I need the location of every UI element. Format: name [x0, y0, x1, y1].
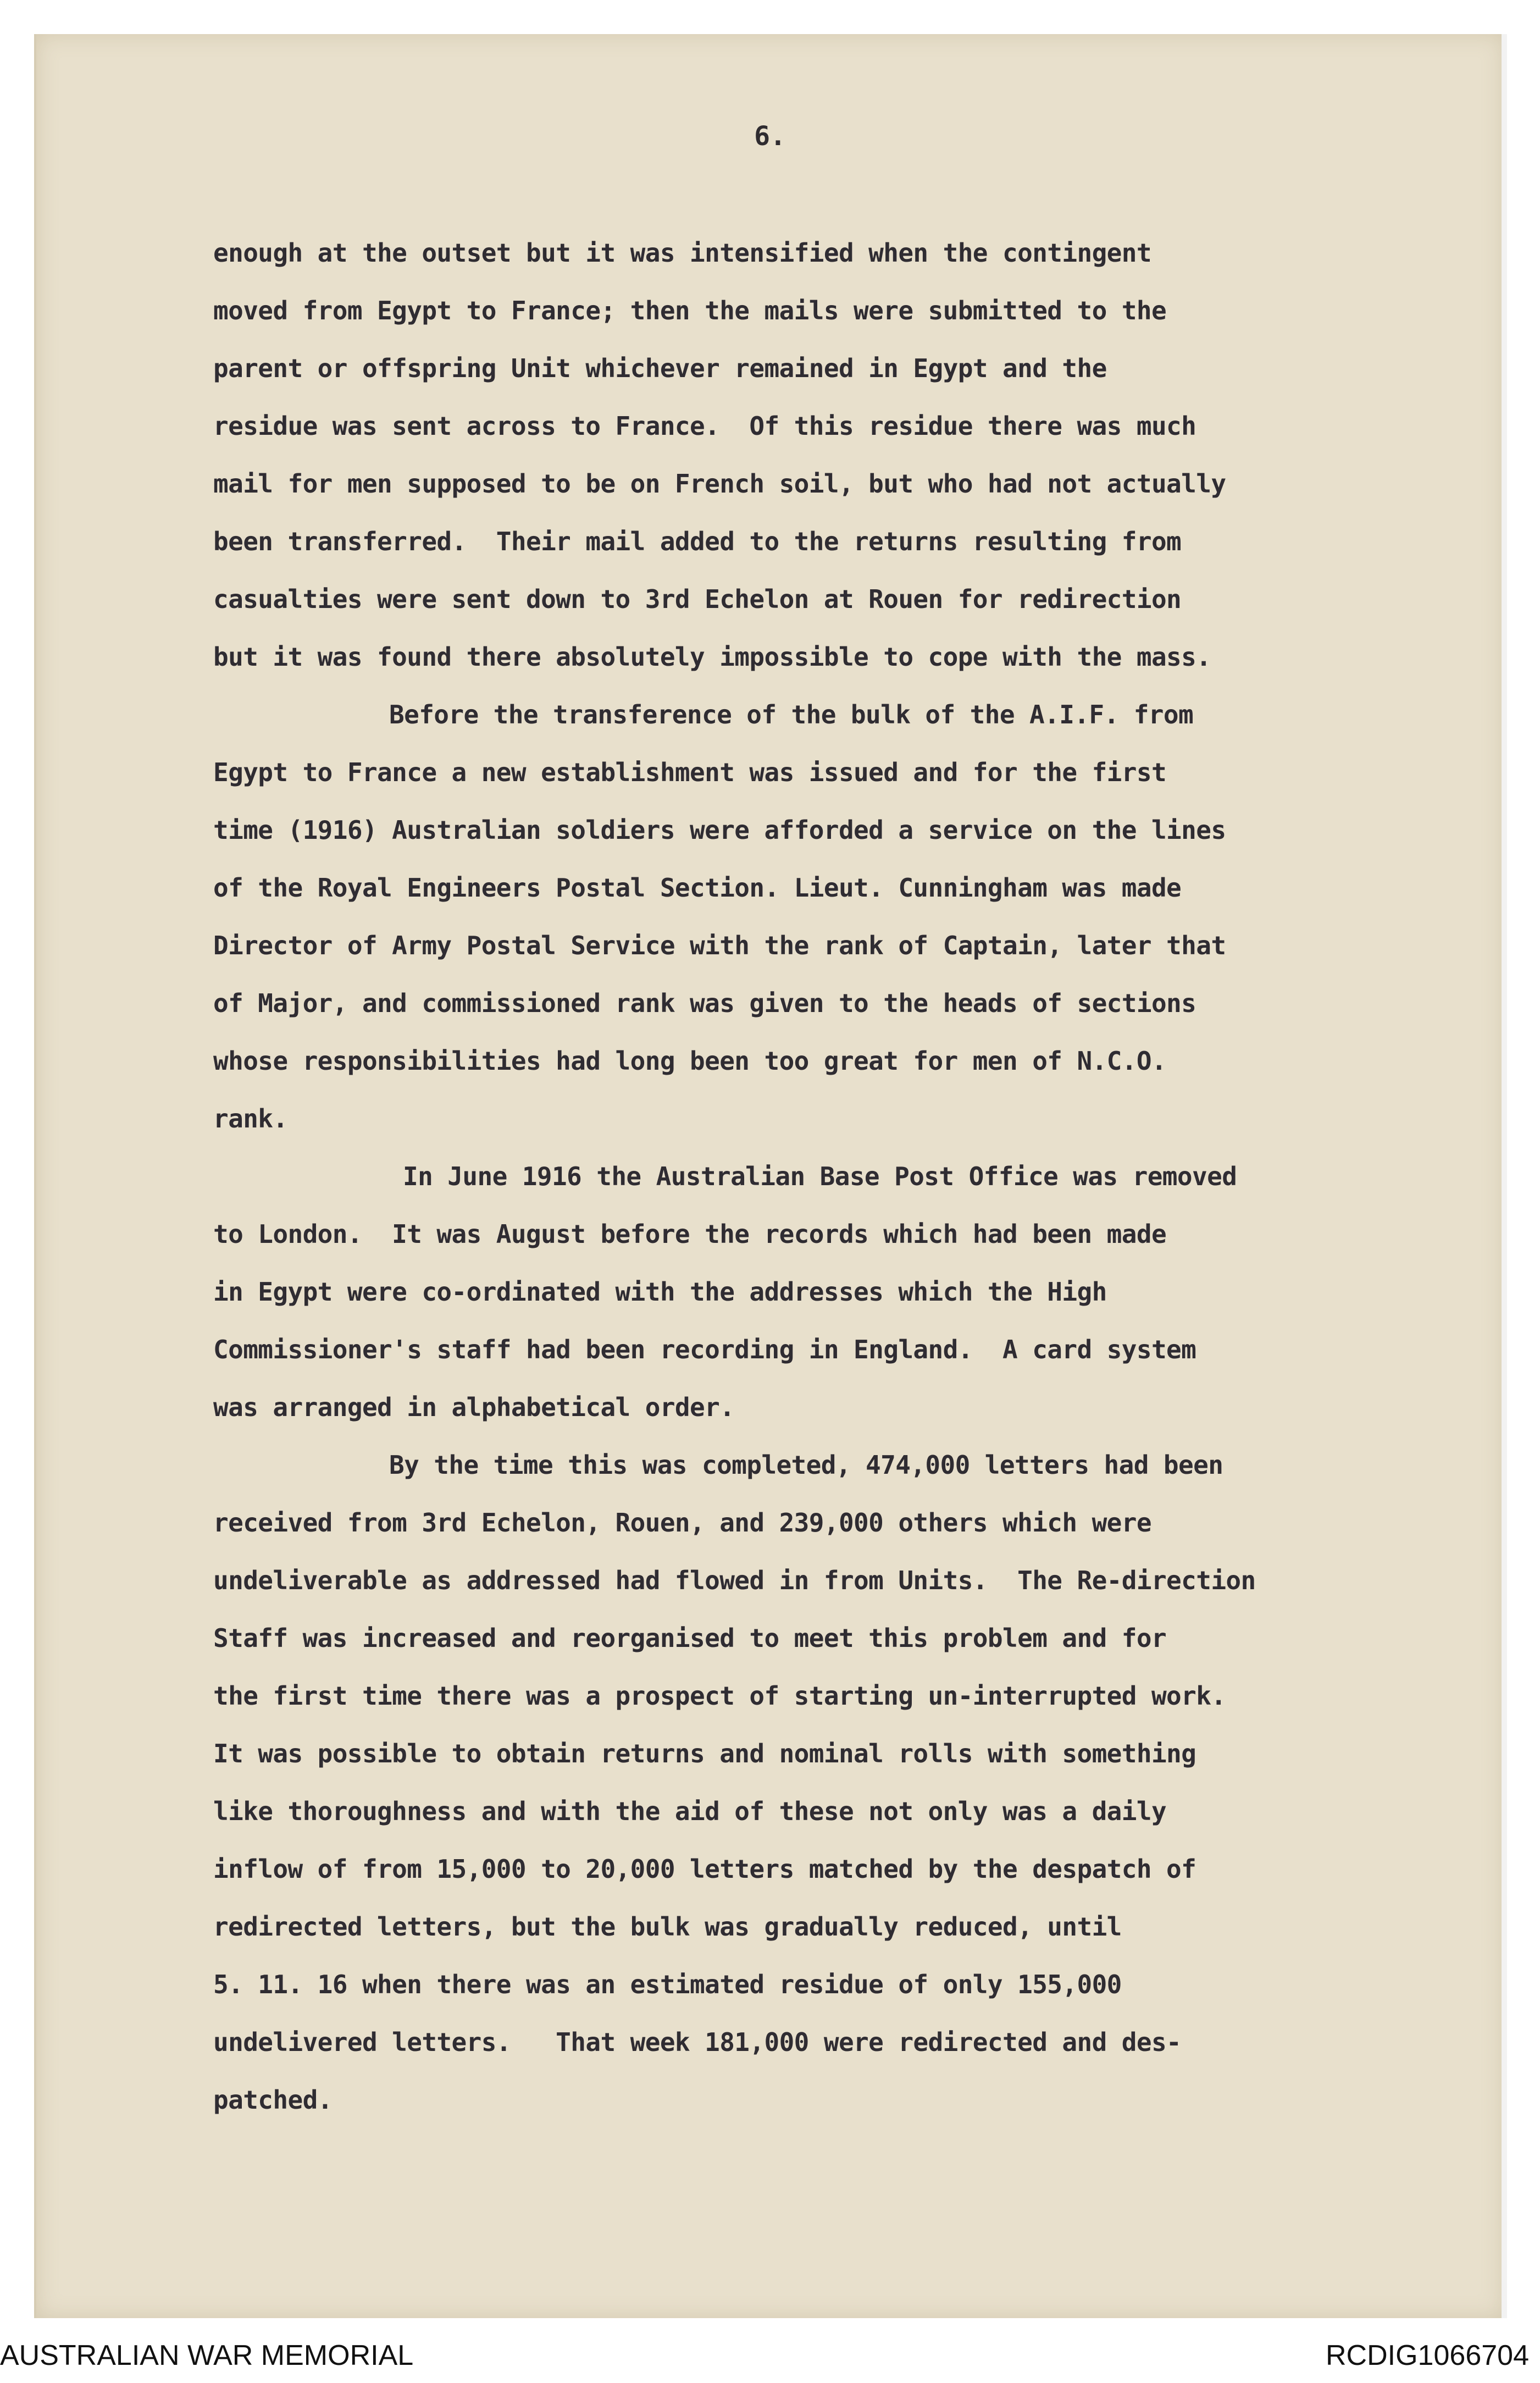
text-line: 5. 11. 16 when there was an estimated residue of only 155,000 [213, 1970, 1122, 1999]
text-line: the first time there was a prospect of starting un-interrupted work. [213, 1681, 1226, 1711]
text-line: of Major, and commissioned rank was given to the heads of sections [213, 988, 1196, 1018]
text-line: of the Royal Engineers Postal Section. Lieut. Cunningham was made [213, 873, 1182, 903]
page-number: 6. [754, 121, 786, 152]
text-line: been transferred. Their mail added to the returns resulting from [213, 527, 1182, 556]
text-line: received from 3rd Echelon, Rouen, and 239,000 others which were [213, 1508, 1151, 1538]
text-line: Egypt to France a new establishment was issued and for the first [213, 758, 1167, 787]
archive-credit: AUSTRALIAN WAR MEMORIAL [0, 2340, 414, 2371]
text-line: It was possible to obtain returns and nominal rolls with something [213, 1739, 1196, 1768]
text-line: patched. [213, 2085, 333, 2115]
text-line: to London. It was August before the records which had been made [213, 1219, 1167, 1249]
text-line: but it was found there absolutely impossible to cope with the mass. [213, 642, 1211, 672]
text-line: whose responsibilities had long been too great for men of N.C.O. [213, 1046, 1167, 1076]
text-line: moved from Egypt to France; then the mails were submitted to the [213, 296, 1167, 325]
page-edge [1502, 34, 1507, 2318]
text-line: was arranged in alphabetical order. [213, 1392, 735, 1422]
text-line: Director of Army Postal Service with the rank of Captain, later that [213, 931, 1226, 960]
text-line: casualties were sent down to 3rd Echelon at Rouen for redirection [213, 584, 1182, 614]
text-line: parent or offspring Unit whichever remained in Egypt and the [213, 353, 1107, 383]
text-line: undelivered letters. That week 181,000 were redirected and des- [213, 2027, 1182, 2057]
paragraph-first-line: In June 1916 the Australian Base Post Office was removed [403, 1162, 1237, 1191]
paragraph-first-line: By the time this was completed, 474,000 letters had been [389, 1450, 1223, 1480]
text-line: enough at the outset but it was intensified when the contingent [213, 238, 1151, 268]
text-line: inflow of from 15,000 to 20,000 letters matched by the despatch of [213, 1854, 1196, 1884]
archive-reference-id: RCDIG1066704 [1326, 2340, 1529, 2371]
text-line: redirected letters, but the bulk was gradually reduced, until [213, 1912, 1122, 1942]
text-line: rank. [213, 1104, 288, 1134]
text-line: in Egypt were co-ordinated with the addresses which the High [213, 1277, 1107, 1307]
text-line: residue was sent across to France. Of this residue there was much [213, 411, 1196, 441]
typed-body-text [213, 224, 1422, 2129]
text-line: undeliverable as addressed had flowed in from Units. The Re-direction [213, 1566, 1256, 1595]
text-line: mail for men supposed to be on French soil, but who had not actually [213, 469, 1226, 499]
paragraph-first-line: Before the transference of the bulk of the A.I.F. from [389, 700, 1194, 729]
text-line: Commissioner's staff had been recording in England. A card system [213, 1335, 1196, 1364]
text-line: time (1916) Australian soldiers were afforded a service on the lines [213, 815, 1226, 845]
text-line: like thoroughness and with the aid of these not only was a daily [213, 1796, 1167, 1826]
text-line: Staff was increased and reorganised to meet this problem and for [213, 1623, 1167, 1653]
